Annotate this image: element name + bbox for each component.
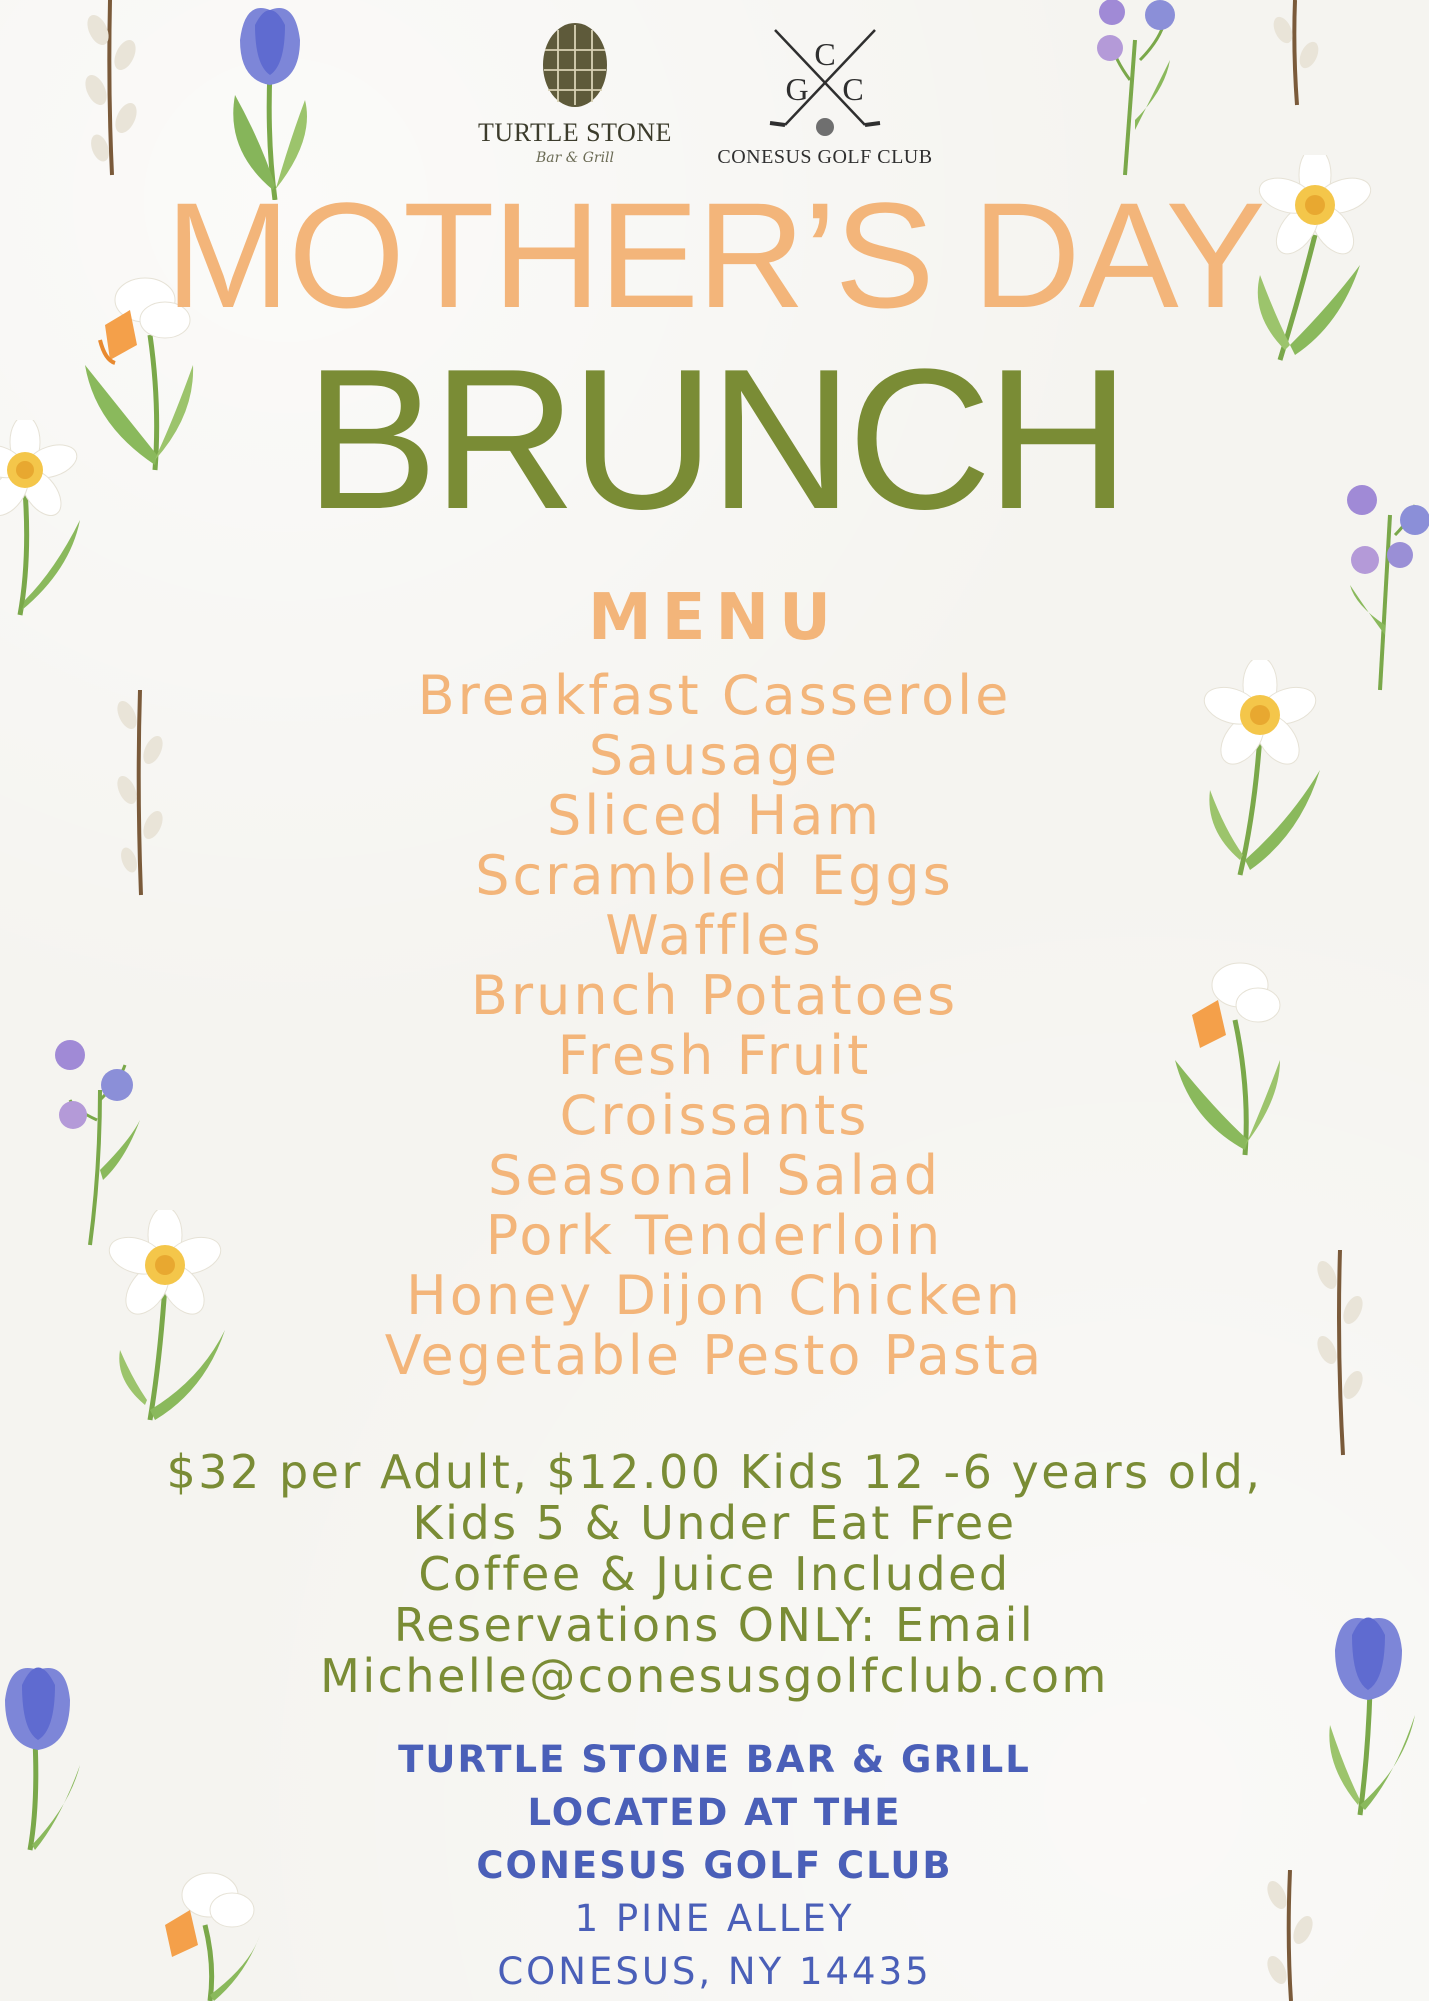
- turtle-stone-tagline: Bar & Grill: [536, 150, 614, 166]
- menu-item: Waffles: [605, 904, 824, 967]
- conesus-golf-club-logo: [710, 20, 940, 190]
- monogram-right: C: [842, 71, 864, 107]
- turtle-shell-icon: [540, 20, 610, 110]
- location-info: [0, 1733, 1429, 1998]
- turtle-stone-logo: [470, 20, 680, 190]
- pricing-line-reservations: Reservations ONLY: Email: [393, 1598, 1036, 1652]
- pricing-line-kids-free: Kids 5 & Under Eat Free: [412, 1496, 1017, 1550]
- menu-list: [0, 666, 1429, 1386]
- pricing-info: [0, 1447, 1429, 1702]
- menu-item: Vegetable Pesto Pasta: [384, 1324, 1045, 1387]
- menu-item: Fresh Fruit: [557, 1024, 872, 1087]
- title-mothers-day: MOTHER’S DAY: [165, 171, 1264, 339]
- venue-name: TURTLE STONE BAR & GRILL: [398, 1738, 1031, 1781]
- menu-item: Pork Tenderloin: [485, 1204, 944, 1267]
- pricing-line-drinks: Coffee & Juice Included: [418, 1547, 1011, 1601]
- conesus-golf-club-name: CONESUS GOLF CLUB: [717, 146, 933, 168]
- menu-item: Brunch Potatoes: [470, 964, 959, 1027]
- menu-item: Seasonal Salad: [488, 1144, 941, 1207]
- menu-heading: MENU: [588, 581, 841, 655]
- title-brunch: BRUNCH: [304, 328, 1125, 551]
- reservation-email: Michelle@conesusgolfclub.com: [320, 1649, 1109, 1703]
- menu-item: Scrambled Eggs: [475, 844, 954, 907]
- menu-item: Breakfast Casserole: [417, 664, 1012, 727]
- monogram-left: G: [785, 71, 809, 107]
- pussy-willow-icon: [1265, 0, 1325, 110]
- address-street: 1 PINE ALLEY: [574, 1897, 855, 1940]
- crocus-icon: [205, 0, 335, 200]
- menu-item: Sliced Ham: [547, 784, 882, 847]
- venue-club: CONESUS GOLF CLUB: [476, 1844, 953, 1887]
- pricing-line-rates: $32 per Adult, $12.00 Kids 12 -6 years old,: [166, 1445, 1263, 1499]
- menu-item: Honey Dijon Chicken: [406, 1264, 1023, 1327]
- menu-item: Croissants: [559, 1084, 870, 1147]
- pussy-willow-icon: [70, 0, 150, 180]
- monogram-top: C: [814, 36, 836, 72]
- address-city: CONESUS, NY 14435: [497, 1950, 932, 1993]
- berry-sprig-icon: [1080, 0, 1190, 180]
- crossed-golf-clubs-icon: [750, 20, 900, 140]
- menu-item: Sausage: [588, 724, 841, 787]
- venue-located-at: LOCATED AT THE: [527, 1791, 902, 1834]
- turtle-stone-name: TURTLE STONE: [478, 118, 672, 147]
